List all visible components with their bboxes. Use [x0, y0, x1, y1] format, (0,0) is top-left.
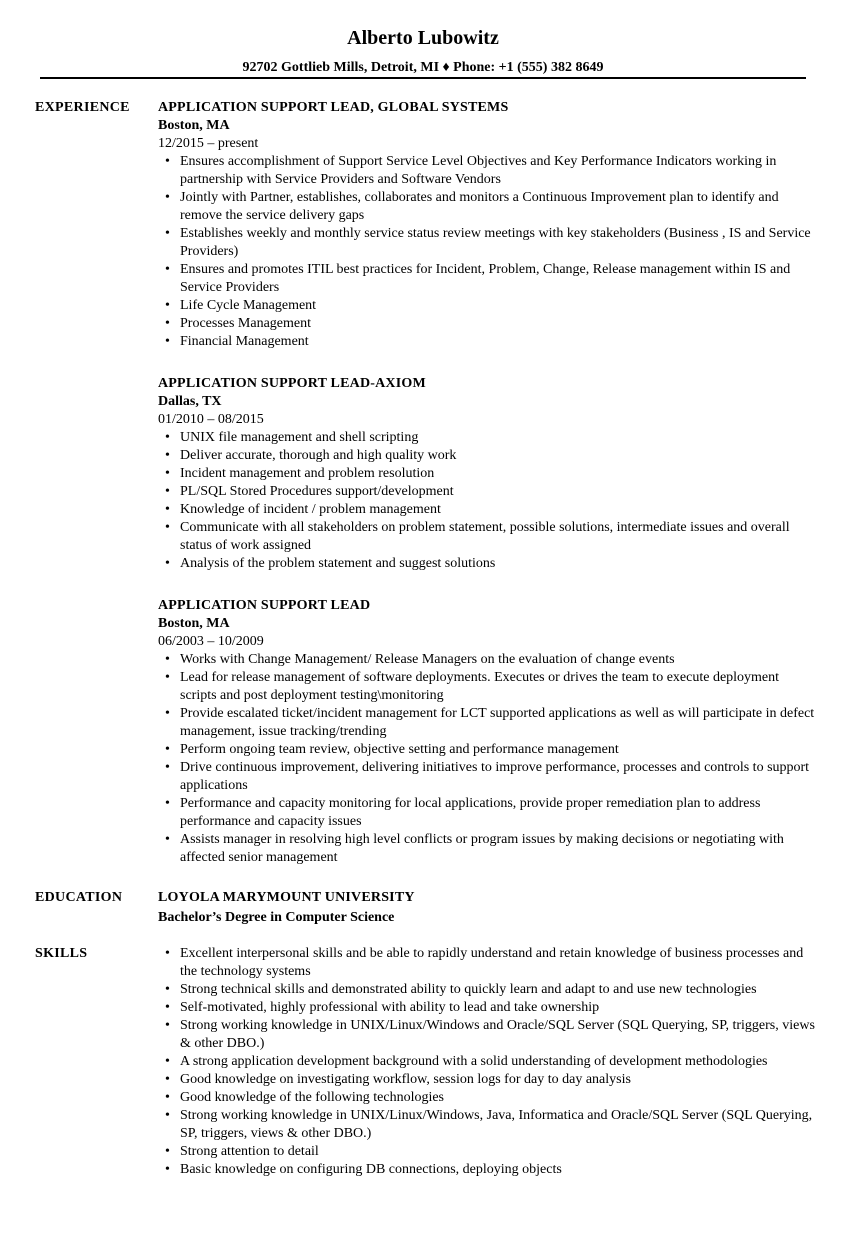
candidate-name: Alberto Lubowitz — [347, 27, 499, 49]
bullet-item: • Ensures and promotes ITIL best practices for Incident, Problem, Change, Release management within IS and Service Providers — [158, 261, 818, 297]
job-title: APPLICATION SUPPORT LEAD — [158, 598, 371, 613]
job-location: Dallas, TX — [158, 394, 222, 409]
skills-body — [158, 945, 818, 1179]
job-dates: 06/2003 – 10/2009 — [158, 634, 264, 649]
skill-item: • Strong working knowledge in UNIX/Linux/Windows and Oracle/SQL Server (SQL Querying, SP, triggers, views & other DBO.) — [158, 1017, 818, 1053]
bullet-item: • Perform ongoing team review, objective setting and performance management — [158, 741, 818, 759]
experience-body — [158, 99, 818, 891]
skill-item: • Basic knowledge on configuring DB connections, deploying objects — [158, 1161, 818, 1179]
skill-item: • Good knowledge on investigating workflow, session logs for day to day analysis — [158, 1071, 818, 1089]
bullet-item: • Knowledge of incident / problem management — [158, 501, 818, 519]
job-title: APPLICATION SUPPORT LEAD, GLOBAL SYSTEMS — [158, 100, 509, 115]
job-title: APPLICATION SUPPORT LEAD-AXIOM — [158, 376, 426, 391]
job-entry — [158, 375, 818, 573]
bullet-item: • Communicate with all stakeholders on problem statement, possible solutions, intermediate issues and overall status of work assigned — [158, 519, 818, 555]
bullet-item: • Works with Change Management/ Release Managers on the evaluation of change events — [158, 651, 818, 669]
skill-item: • A strong application development background with a solid understanding of development methodologies — [158, 1053, 818, 1071]
bullet-item: • Performance and capacity monitoring for local applications, provide proper remediation plan to address performance and capacity issues — [158, 795, 818, 831]
bullet-item: • Incident management and problem resolution — [158, 465, 818, 483]
bullet-item: • Life Cycle Management — [158, 297, 818, 315]
job-bullets — [158, 651, 818, 867]
bullet-item: • Deliver accurate, thorough and high quality work — [158, 447, 818, 465]
bullet-item: • Drive continuous improvement, delivering initiatives to improve performance, processes and controls to support applications — [158, 759, 818, 795]
skills-list — [158, 945, 818, 1179]
bullet-item: • Assists manager in resolving high level conflicts or program issues by making decisions or negotiating with affected senior management — [158, 831, 818, 867]
resume-header — [0, 26, 846, 77]
skill-item: • Excellent interpersonal skills and be able to rapidly understand and retain knowledge of business processes and the technology systems — [158, 945, 818, 981]
bullet-item: • Ensures accomplishment of Support Service Level Objectives and Key Performance Indicators working in partnership with Service Providers and Software Vendors — [158, 153, 818, 189]
bullet-item: • Financial Management — [158, 333, 818, 351]
job-location: Boston, MA — [158, 118, 230, 133]
bullet-item: • Analysis of the problem statement and suggest solutions — [158, 555, 818, 573]
bullet-item: • Lead for release management of software deployments. Executes or drives the team to execute deployment scripts and post deployment testing\monitoring — [158, 669, 818, 705]
bullet-item: • PL/SQL Stored Procedures support/development — [158, 483, 818, 501]
contact-line: 92702 Gottlieb Mills, Detroit, MI ♦ Phone: +1 (555) 382 8649 — [242, 60, 604, 75]
bullet-item: • Provide escalated ticket/incident management for LCT supported applications as well as will participate in defect management, issue tracking/trending — [158, 705, 818, 741]
bullet-item: • Establishes weekly and monthly service status review meetings with key stakeholders (Business , IS and Service Providers) — [158, 225, 818, 261]
section-label-skills: SKILLS — [35, 946, 88, 961]
education-body — [158, 889, 818, 927]
degree-name: Bachelor’s Degree in Computer Science — [158, 910, 395, 925]
bullet-item: • Processes Management — [158, 315, 818, 333]
bullet-item: • UNIX file management and shell scripting — [158, 429, 818, 447]
skill-item: • Good knowledge of the following technologies — [158, 1089, 818, 1107]
job-dates: 01/2010 – 08/2015 — [158, 412, 264, 427]
skill-item: • Strong working knowledge in UNIX/Linux/Windows, Java, Informatica and Oracle/SQL Server (SQL Querying, SP, triggers, views & other DBO.) — [158, 1107, 818, 1143]
header-divider — [40, 77, 806, 79]
job-bullets — [158, 429, 818, 573]
bullet-item: • Jointly with Partner, establishes, collaborates and monitors a Continuous Improvement plan to identify and remove the service delivery gaps — [158, 189, 818, 225]
job-bullets — [158, 153, 818, 351]
section-label-education: EDUCATION — [35, 890, 123, 905]
job-dates: 12/2015 – present — [158, 136, 259, 151]
skill-item: • Strong technical skills and demonstrated ability to quickly learn and adapt to and use new technologies — [158, 981, 818, 999]
school-name: LOYOLA MARYMOUNT UNIVERSITY — [158, 890, 415, 905]
job-entry — [158, 99, 818, 351]
skill-item: • Self-motivated, highly professional with ability to lead and take ownership — [158, 999, 818, 1017]
section-label-experience: EXPERIENCE — [35, 100, 130, 115]
job-entry — [158, 597, 818, 867]
job-location: Boston, MA — [158, 616, 230, 631]
skill-item: • Strong attention to detail — [158, 1143, 818, 1161]
